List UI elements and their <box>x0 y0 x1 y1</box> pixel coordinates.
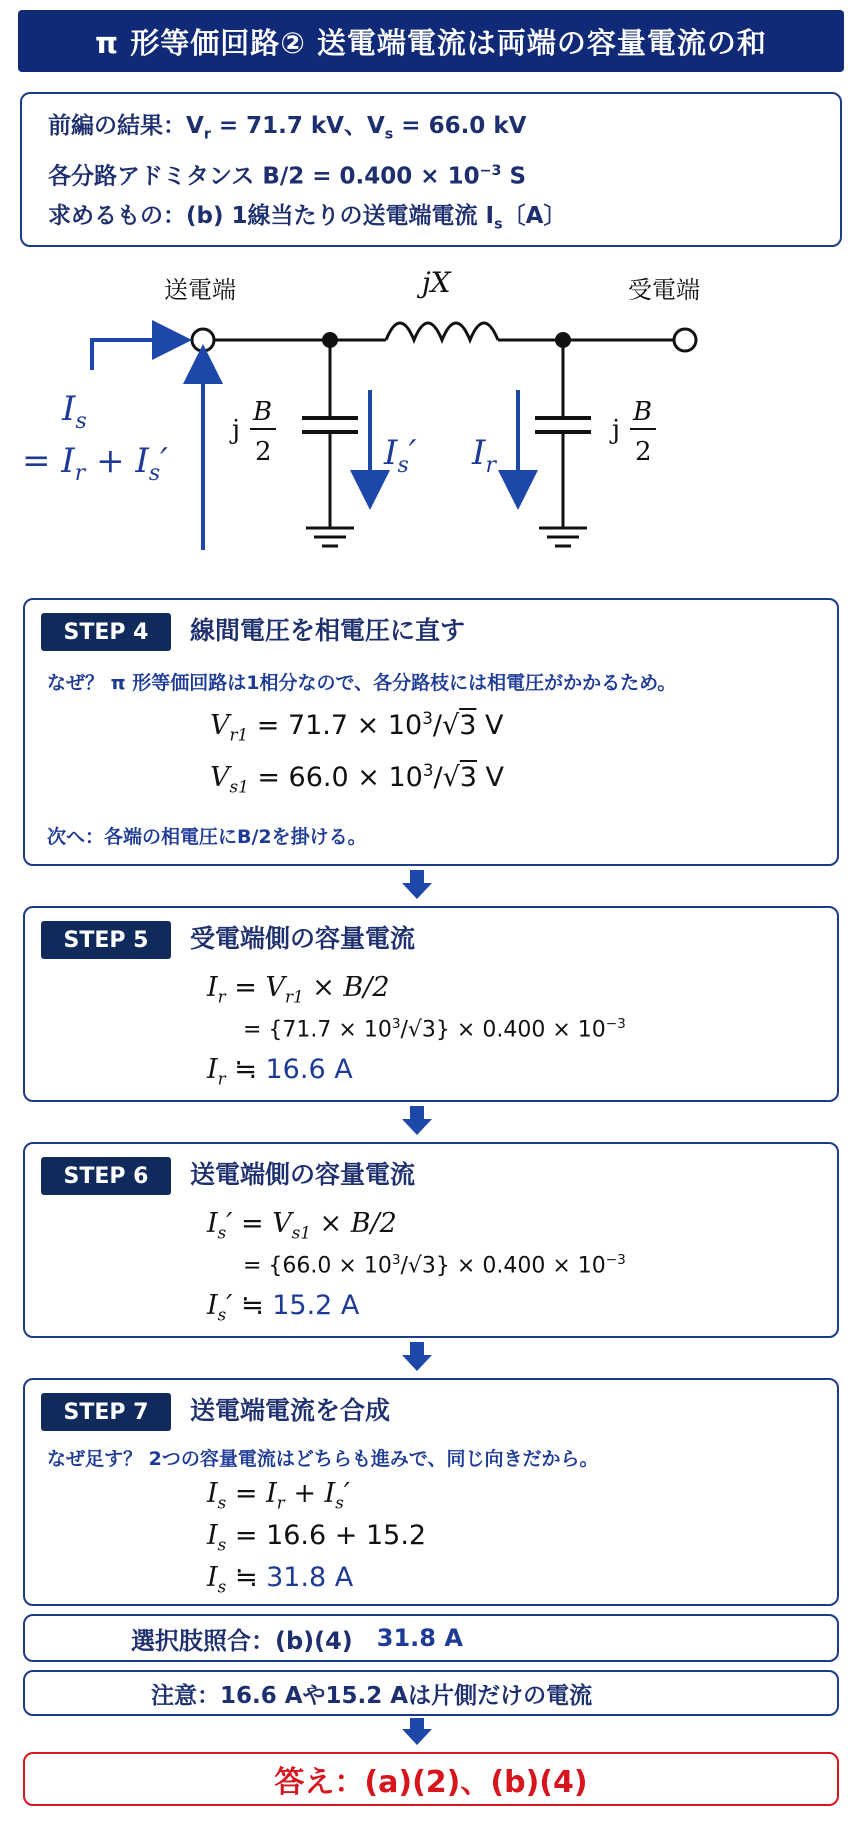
note-text: 注意：16.6 Aや15.2 Aは片側だけの電流 <box>151 1682 593 1709</box>
ir-label: $I_r$ <box>472 433 496 478</box>
left-admittance-j: j <box>232 415 241 445</box>
page-title-text: π 形等価回路② 送電端電流は両端の容量電流の和 <box>95 25 767 60</box>
given-line-results <box>48 104 814 149</box>
step4-eq1: $V_{r1} = 71.7 \times 10^3/√3$ V <box>210 708 504 745</box>
is-prime-label: $I_s'$ <box>384 433 417 478</box>
step5-box <box>23 906 839 1102</box>
page-title <box>18 10 844 72</box>
sending-end-label: 送電端 <box>164 276 236 304</box>
step4-badge: STEP 4 <box>41 613 171 651</box>
step6-box <box>23 1142 839 1338</box>
step4-box <box>23 598 839 866</box>
pi-circuit-diagram <box>0 250 864 575</box>
given-label: 前編の結果： <box>48 113 186 139</box>
receiving-end-label: 受電端 <box>628 276 700 304</box>
step7-reason: なぜ足す？ 2つの容量電流はどちらも進みで、同じ向きだから。 <box>47 1448 599 1470</box>
choice-label: 選択肢照合：(b)(4) <box>131 1626 353 1655</box>
given-line-target <box>48 194 814 239</box>
final-answer-box <box>23 1752 839 1806</box>
sending-terminal <box>192 329 214 351</box>
left-admittance-num: B <box>253 397 273 427</box>
step4-next: 次へ：各端の相電圧にB/2を掛ける。 <box>47 826 367 848</box>
step6-line1: $I_s' = V_{s1} \times B/2$ <box>207 1208 397 1243</box>
vs-value: = 66.0 kV <box>393 113 527 139</box>
step5-badge: STEP 5 <box>41 921 171 959</box>
step6-badge: STEP 6 <box>41 1157 171 1195</box>
step5-title: 受電端側の容量電流 <box>190 924 416 953</box>
vs-symbol: V <box>366 113 385 139</box>
reactance-label: jX <box>422 266 451 299</box>
is-sum-label: = $I_r + I_s'$ <box>22 441 168 486</box>
step7-title: 送電端電流を合成 <box>190 1396 391 1425</box>
step4-title: 線間電圧を相電圧に直す <box>190 616 466 645</box>
target-subscript: s <box>494 216 503 233</box>
right-admittance-j: j <box>612 415 621 445</box>
vr-symbol: V <box>186 113 204 139</box>
step7-line1: $I_s = I_r + I_s'$ <box>207 1478 350 1513</box>
step7-badge: STEP 7 <box>41 1393 171 1431</box>
right-admittance-den: 2 <box>635 437 652 467</box>
step5-line3: $I_r$ ≒ 16.6 A <box>207 1054 353 1089</box>
step7-line3: $I_s$ ≒ 31.8 A <box>207 1562 354 1597</box>
left-ground-icon <box>306 528 354 546</box>
step5-line1: $I_r = V_{r1} \times B/2$ <box>207 972 390 1007</box>
step6-line2: = $\{66.0 \times 10^3/√3\} \times 0.400 \times 10^{-3}$ <box>243 1252 626 1279</box>
target-unit: 〔A〕 <box>502 203 567 229</box>
inductor-coil <box>386 323 498 340</box>
left-admittance-den: 2 <box>255 437 272 467</box>
step7-box <box>23 1378 839 1606</box>
step4-eq2: $V_{s1} = 66.0 \times 10^3/√3$ V <box>210 760 505 797</box>
admittance-unit: S <box>501 163 527 190</box>
vr-subscript: r <box>203 126 211 143</box>
is-label: $I_s$ <box>62 389 87 434</box>
step5-line2: = $\{71.7 \times 10^3/√3\} \times 0.400 \times 10^{-3}$ <box>243 1016 626 1043</box>
choice-box <box>23 1614 839 1662</box>
step6-line3: $I_s'$ ≒ 15.2 A <box>207 1290 360 1325</box>
right-admittance-num: B <box>633 397 653 427</box>
is-input-arrow <box>92 340 172 370</box>
given-line-admittance <box>48 149 814 194</box>
given-box <box>20 92 842 247</box>
note-box <box>23 1670 839 1716</box>
step4-reason: なぜ？ π 形等価回路は1相分なので、各分路枝には相電圧がかかるため。 <box>47 672 677 694</box>
step6-title: 送電端側の容量電流 <box>190 1160 416 1189</box>
vs-subscript: s <box>384 126 394 143</box>
right-ground-icon <box>539 528 587 546</box>
target-text: 求めるもの：(b) 1線当たりの送電端電流 I <box>48 203 495 229</box>
admittance-exponent: −3 <box>479 163 502 179</box>
admittance-text: 各分路アドミタンス B/2 = 0.400 × 10 <box>48 163 480 190</box>
final-answer-text: 答え：(a)(2)、(b)(4) <box>274 1765 588 1800</box>
receiving-terminal <box>674 329 696 351</box>
choice-value: 31.8 A <box>376 1624 463 1652</box>
vr-value: = 71.7 kV、 <box>210 113 367 139</box>
step7-line2: $I_s = 16.6 + 15.2$ <box>207 1520 427 1555</box>
